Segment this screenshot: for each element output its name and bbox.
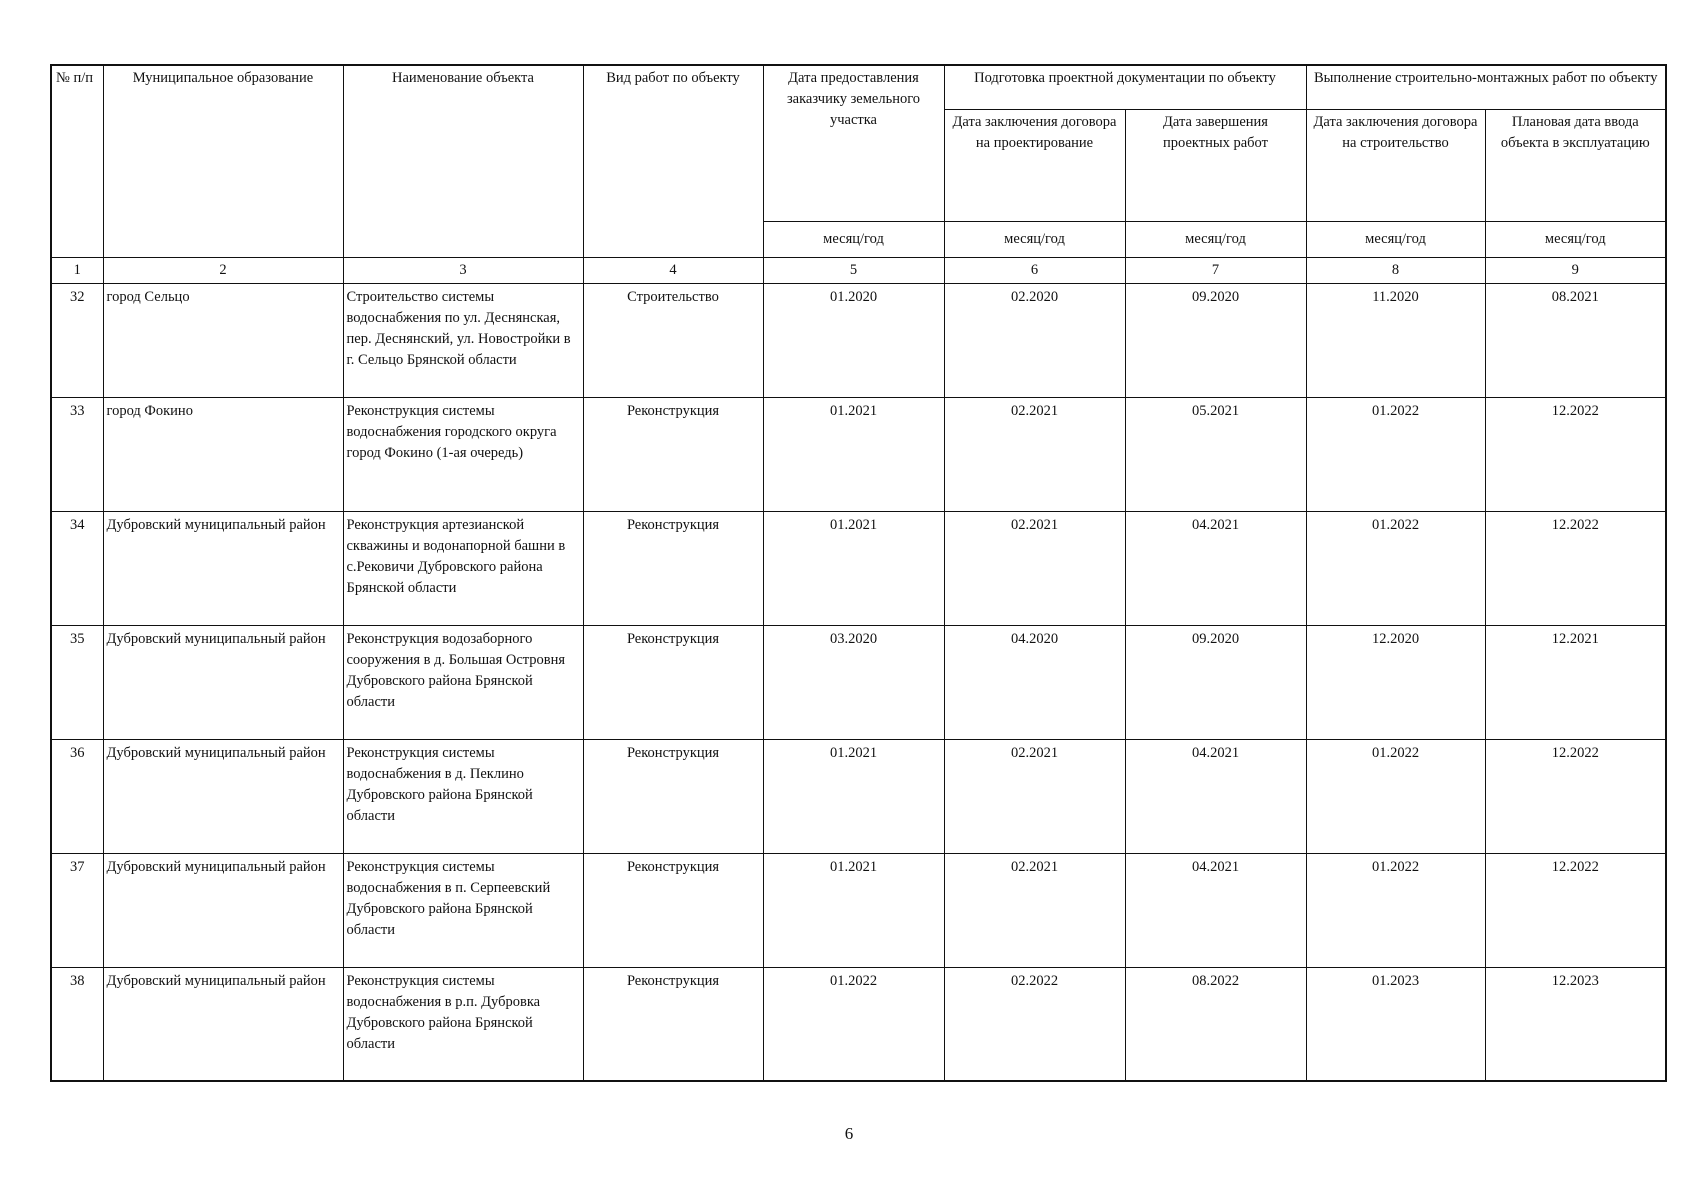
column-number: 8 bbox=[1306, 257, 1485, 283]
header-object-name: Наименование объекта bbox=[343, 65, 583, 257]
design-contract-cell: 02.2022 bbox=[944, 967, 1125, 1081]
table-row bbox=[51, 853, 1666, 967]
municipality-cell: Дубровский муниципальный район bbox=[103, 625, 343, 739]
construction-contract-cell: 01.2022 bbox=[1306, 853, 1485, 967]
column-number: 4 bbox=[583, 257, 763, 283]
header-group-construction: Выполнение строительно-монтажных работ по объекту bbox=[1306, 65, 1666, 109]
land-date-cell: 01.2021 bbox=[763, 853, 944, 967]
design-contract-cell: 02.2020 bbox=[944, 283, 1125, 397]
header-land-date: Дата предоставления заказчику земельного участка bbox=[763, 65, 944, 221]
commissioning-cell: 12.2022 bbox=[1485, 397, 1666, 511]
schedule-table bbox=[50, 64, 1667, 1082]
design-finish-cell: 04.2021 bbox=[1125, 853, 1306, 967]
unit-design-contract: месяц/год bbox=[944, 221, 1125, 257]
column-number: 3 bbox=[343, 257, 583, 283]
object-name-cell: Реконструкция водозаборного сооружения в д. Большая Островня Дубровского района Брянской области bbox=[343, 625, 583, 739]
object-name-cell: Реконструкция системы водоснабжения городского округа город Фокино (1-ая очередь) bbox=[343, 397, 583, 511]
commissioning-cell: 12.2022 bbox=[1485, 511, 1666, 625]
header-group-design: Подготовка проектной документации по объекту bbox=[944, 65, 1306, 109]
land-date-cell: 01.2021 bbox=[763, 511, 944, 625]
municipality-cell: Дубровский муниципальный район bbox=[103, 853, 343, 967]
land-date-cell: 01.2021 bbox=[763, 397, 944, 511]
row-number: 38 bbox=[51, 967, 103, 1081]
work-type-cell: Реконструкция bbox=[583, 625, 763, 739]
design-contract-cell: 04.2020 bbox=[944, 625, 1125, 739]
unit-land: месяц/год bbox=[763, 221, 944, 257]
row-number: 32 bbox=[51, 283, 103, 397]
unit-construction-contract: месяц/год bbox=[1306, 221, 1485, 257]
municipality-cell: город Фокино bbox=[103, 397, 343, 511]
commissioning-cell: 12.2022 bbox=[1485, 739, 1666, 853]
header-no: № п/п bbox=[51, 65, 103, 257]
row-number: 37 bbox=[51, 853, 103, 967]
column-number: 7 bbox=[1125, 257, 1306, 283]
work-type-cell: Реконструкция bbox=[583, 967, 763, 1081]
row-number: 35 bbox=[51, 625, 103, 739]
design-contract-cell: 02.2021 bbox=[944, 853, 1125, 967]
land-date-cell: 01.2022 bbox=[763, 967, 944, 1081]
land-date-cell: 01.2021 bbox=[763, 739, 944, 853]
work-type-cell: Реконструкция bbox=[583, 739, 763, 853]
design-finish-cell: 04.2021 bbox=[1125, 511, 1306, 625]
table-row bbox=[51, 397, 1666, 511]
construction-contract-cell: 01.2023 bbox=[1306, 967, 1485, 1081]
unit-design-finish: месяц/год bbox=[1125, 221, 1306, 257]
column-number: 5 bbox=[763, 257, 944, 283]
object-name-cell: Строительство системы водоснабжения по ул. Деснянская, пер. Деснянский, ул. Новостройки в г. Сельцо Брянской области bbox=[343, 283, 583, 397]
unit-commissioning: месяц/год bbox=[1485, 221, 1666, 257]
table-row bbox=[51, 511, 1666, 625]
commissioning-cell: 12.2021 bbox=[1485, 625, 1666, 739]
construction-contract-cell: 01.2022 bbox=[1306, 397, 1485, 511]
work-type-cell: Реконструкция bbox=[583, 397, 763, 511]
design-contract-cell: 02.2021 bbox=[944, 511, 1125, 625]
construction-contract-cell: 12.2020 bbox=[1306, 625, 1485, 739]
object-name-cell: Реконструкция артезианской скважины и водонапорной башни в с.Рековичи Дубровского района Брянской области bbox=[343, 511, 583, 625]
table-row bbox=[51, 283, 1666, 397]
column-number: 1 bbox=[51, 257, 103, 283]
municipality-cell: Дубровский муниципальный район bbox=[103, 967, 343, 1081]
design-contract-cell: 02.2021 bbox=[944, 397, 1125, 511]
work-type-cell: Строительство bbox=[583, 283, 763, 397]
row-number: 34 bbox=[51, 511, 103, 625]
municipality-cell: Дубровский муниципальный район bbox=[103, 511, 343, 625]
table-row bbox=[51, 739, 1666, 853]
object-name-cell: Реконструкция системы водоснабжения в п. Серпеевский Дубровского района Брянской области bbox=[343, 853, 583, 967]
column-number-row bbox=[51, 257, 1666, 283]
object-name-cell: Реконструкция системы водоснабжения в р.п. Дубровка Дубровского района Брянской области bbox=[343, 967, 583, 1081]
land-date-cell: 03.2020 bbox=[763, 625, 944, 739]
work-type-cell: Реконструкция bbox=[583, 853, 763, 967]
municipality-cell: город Сельцо bbox=[103, 283, 343, 397]
design-finish-cell: 08.2022 bbox=[1125, 967, 1306, 1081]
column-number: 6 bbox=[944, 257, 1125, 283]
table-row bbox=[51, 967, 1666, 1081]
construction-contract-cell: 11.2020 bbox=[1306, 283, 1485, 397]
header-commissioning: Плановая дата ввода объекта в эксплуатацию bbox=[1485, 109, 1666, 221]
header-row-1 bbox=[51, 65, 1666, 109]
land-date-cell: 01.2020 bbox=[763, 283, 944, 397]
header-construction-contract: Дата заключения договора на строительство bbox=[1306, 109, 1485, 221]
design-finish-cell: 09.2020 bbox=[1125, 625, 1306, 739]
design-finish-cell: 05.2021 bbox=[1125, 397, 1306, 511]
row-number: 36 bbox=[51, 739, 103, 853]
column-number: 9 bbox=[1485, 257, 1666, 283]
page-number: 6 bbox=[844, 1124, 854, 1143]
header-work-type: Вид работ по объекту bbox=[583, 65, 763, 257]
design-finish-cell: 09.2020 bbox=[1125, 283, 1306, 397]
commissioning-cell: 08.2021 bbox=[1485, 283, 1666, 397]
object-name-cell: Реконструкция системы водоснабжения в д. Пеклино Дубровского района Брянской области bbox=[343, 739, 583, 853]
design-contract-cell: 02.2021 bbox=[944, 739, 1125, 853]
municipality-cell: Дубровский муниципальный район bbox=[103, 739, 343, 853]
header-municipality: Муниципальное образование bbox=[103, 65, 343, 257]
design-finish-cell: 04.2021 bbox=[1125, 739, 1306, 853]
commissioning-cell: 12.2022 bbox=[1485, 853, 1666, 967]
header-design-contract: Дата заключения договора на проектирование bbox=[944, 109, 1125, 221]
construction-contract-cell: 01.2022 bbox=[1306, 739, 1485, 853]
header-design-finish: Дата завершения проектных работ bbox=[1125, 109, 1306, 221]
construction-contract-cell: 01.2022 bbox=[1306, 511, 1485, 625]
row-number: 33 bbox=[51, 397, 103, 511]
column-number: 2 bbox=[103, 257, 343, 283]
commissioning-cell: 12.2023 bbox=[1485, 967, 1666, 1081]
work-type-cell: Реконструкция bbox=[583, 511, 763, 625]
table-row bbox=[51, 625, 1666, 739]
